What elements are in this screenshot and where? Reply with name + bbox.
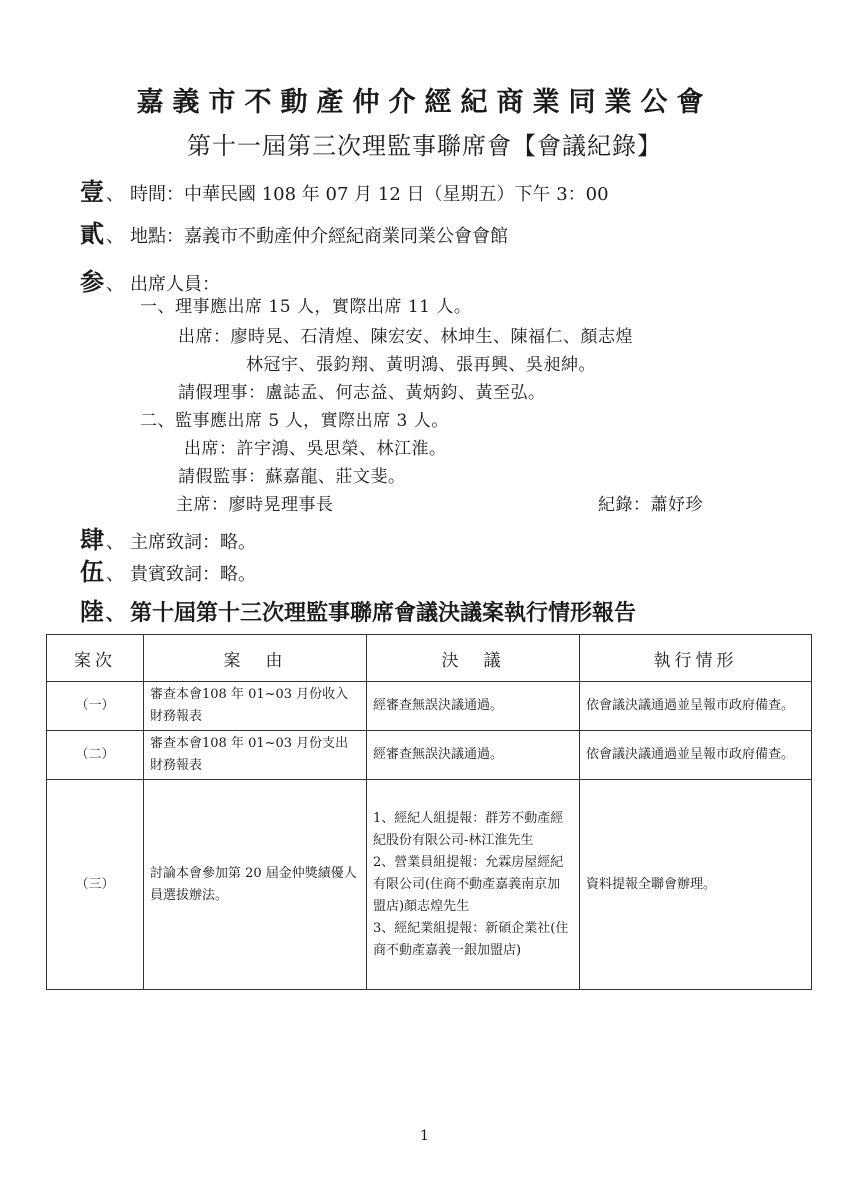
table-row bbox=[47, 682, 812, 731]
section-mark: 、 bbox=[106, 274, 124, 295]
case-status: 依會議決議通過並呈報市政府備查。 bbox=[580, 731, 812, 780]
case-resolution: 1、經紀人組提報：群芳不動產經紀股份有限公司-林江淮先生 2、營業員組提報：允霖房屋經紀有限公司(住商不動產嘉義南京加盟店)顏志煌先生 3、經紀業組提報：新碩企業社(住商不動產嘉義一銀加盟店) bbox=[367, 780, 580, 990]
case-subject: 討論本會參加第 20 屆金仲獎績優人員選拔辦法。 bbox=[144, 780, 367, 990]
section-mark: 、 bbox=[106, 604, 124, 625]
section-text: 貴賓致詞：略。 bbox=[130, 564, 256, 585]
section-place bbox=[80, 214, 508, 249]
section-mark: 、 bbox=[106, 532, 124, 553]
section-text: 時間：中華民國 108 年 07 月 12 日（星期五）下午 3：00 bbox=[130, 184, 609, 205]
column-header: 執行情形 bbox=[580, 635, 812, 682]
section-number: 貳 bbox=[80, 219, 106, 248]
recorder: 紀錄：蕭妤珍 bbox=[598, 495, 703, 515]
directors-present-1: 出席：廖時晃、石清煌、陳宏安、林坤生、陳福仁、顏志煌 bbox=[178, 327, 633, 347]
directors-count: 一、理事應出席 15 人，實際出席 11 人。 bbox=[140, 297, 472, 317]
case-number: （三） bbox=[47, 780, 144, 990]
case-number: （一） bbox=[47, 682, 144, 731]
section-text: 地點：嘉義市不動產仲介經紀商業同業公會會館 bbox=[130, 226, 508, 247]
column-header: 案次 bbox=[47, 635, 144, 682]
case-resolution: 經審查無誤決議通過。 bbox=[367, 731, 580, 780]
case-status: 資料提報全聯會辦理。 bbox=[580, 780, 812, 990]
chair: 主席：廖時晃理事長 bbox=[176, 495, 334, 515]
section-mark: 、 bbox=[106, 564, 124, 585]
section-mark: 、 bbox=[106, 226, 124, 247]
section-number: 伍 bbox=[80, 557, 106, 586]
section-chair-speech bbox=[80, 520, 256, 555]
resolution-table bbox=[46, 634, 812, 990]
table-header-row bbox=[47, 635, 812, 682]
case-number: （二） bbox=[47, 731, 144, 780]
table-row bbox=[47, 780, 812, 990]
page-number: 1 bbox=[420, 1128, 429, 1144]
column-header: 案 由 bbox=[144, 635, 367, 682]
section-number: 参 bbox=[80, 267, 106, 296]
table-row bbox=[47, 731, 812, 780]
case-status: 依會議決議通過並呈報市政府備查。 bbox=[580, 682, 812, 731]
section-report bbox=[80, 592, 636, 627]
supervisors-leave: 請假監事：蘇嘉龍、莊文斐。 bbox=[178, 467, 406, 487]
section-time bbox=[80, 172, 609, 207]
section-number: 陸 bbox=[80, 597, 106, 626]
section-text: 主席致詞：略。 bbox=[130, 532, 256, 553]
supervisors-count: 二、監事應出席 5 人，實際出席 3 人。 bbox=[140, 411, 449, 431]
supervisors-present: 出席：許宇鴻、吳思榮、林江淮。 bbox=[184, 439, 447, 459]
case-subject: 審查本會108 年 01~03 月份收入財務報表 bbox=[144, 682, 367, 731]
directors-present-2: 林冠宇、張鈞翔、黃明鴻、張再興、吳昶紳。 bbox=[246, 355, 596, 375]
org-title: 嘉義市不動產仲介經紀商業同業公會 bbox=[136, 87, 713, 118]
section-guest-speech bbox=[80, 552, 256, 587]
section-number: 肆 bbox=[80, 525, 106, 554]
section-mark: 、 bbox=[106, 184, 124, 205]
case-resolution: 經審查無誤決議通過。 bbox=[367, 682, 580, 731]
section-text: 第十屆第十三次理監事聯席會議決議案執行情形報告 bbox=[130, 600, 637, 626]
directors-leave: 請假理事：盧誌孟、何志益、黃炳鈞、黃至弘。 bbox=[178, 383, 546, 403]
section-number: 壹 bbox=[80, 177, 106, 206]
column-header: 決 議 bbox=[367, 635, 580, 682]
case-subject: 審查本會108 年 01~03 月份支出財務報表 bbox=[144, 731, 367, 780]
section-text: 出席人員： bbox=[130, 274, 220, 295]
meeting-title: 第十一屆第三次理監事聯席會【會議紀錄】 bbox=[187, 132, 662, 160]
